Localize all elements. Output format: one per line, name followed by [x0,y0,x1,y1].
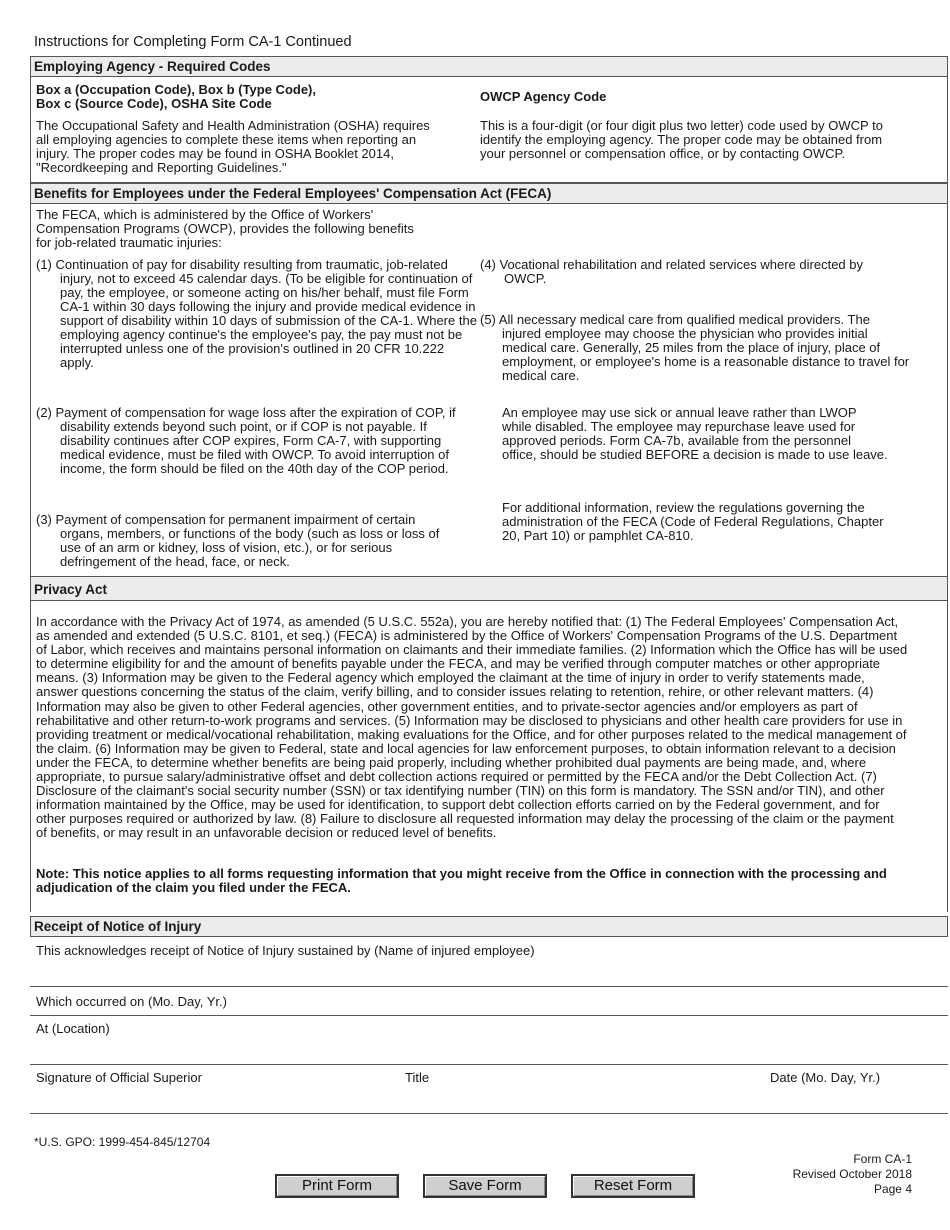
benefit-item-3: (3) Payment of compensation for permanent impairment of certain organs, members, or functions of the body (such as loss or loss of use of an arm or kidney, loss of vision, etc.), or for serious defringement of the head, face, or neck. [36,512,440,569]
page-number: Page 4 [873,1182,912,1196]
reset-form-button[interactable]: Reset Form [571,1174,695,1198]
injury-date-label: Which occurred on (Mo. Day, Yr.) [36,994,227,1009]
benefit-item-2: (2) Payment of compensation for wage loss after the expiration of COP, if disability extends beyond such point, or if COP is not payable. If disability continues after COP expires, Form CA-7, with supporting medical evidence, must be filed with OWCP. To avoid interruption of income, the form should be filed on the 40th day of the COP period. [36,405,456,476]
benefit-item-4: (4) Vocational rehabilitation and related services where directed by OWCP. [480,257,863,286]
signature-label: Signature of Official Superior [36,1070,202,1085]
owcp-agency-code-title: OWCP Agency Code [480,89,607,104]
additional-info-paragraph: For additional information, review the regulations governing the administration of the FECA (Code of Federal Regulations, Chapter 20, Part 10) or pamphlet CA-810. [502,500,884,543]
form-revision: Revised October 2018 [792,1167,912,1181]
injured-employee-name-field[interactable] [30,986,948,987]
benefits-section-header: Benefits for Employees under the Federal Employees' Compensation Act (FECA) [30,183,948,204]
codes-left-title [36,83,316,111]
benefits-section-box [30,204,948,576]
injury-date-field[interactable] [30,1015,948,1016]
injured-employee-name-label: This acknowledges receipt of Notice of Injury sustained by (Name of injured employee) [36,943,535,958]
form-info [793,1152,912,1197]
privacy-act-text: In accordance with the Privacy Act of 1974, as amended (5 U.S.C. 552a), you are hereby notified that: (1) The Federal Employees' Compensation Act, as amended and extended (5 U.S.C. 8101, et seq.) (FECA) is administered by the Office of Workers' Compensation Programs of the U.S. Department of Labor, which receives and maintains personal information on claimants and their immediate families. (2) Information which the Office has will be used to determine eligibility for and the amount of benefits payable under the FECA, and may be verified through computer matches or other appropriate means. (3) Information may be given to the Federal agency which employed the claimant at the time of injury in order to verify statements made, answer questions concerning the status of the claim, verify billing, and to consider issues relating to retention, rehire, or other relevant matters. (4) Information may also be given to other Federal agencies, other government entities, and to private-sector agencies and/or employers as part of rehabilitative and other return-to-work programs and services. (5) Information may be disclosed to physicians and other health care providers for use in providing treatment or medical/vocational rehabilitation, making evaluations for the Office, and for other purposes related to the medical management of the claim. (6) Information may be given to Federal, state and local agencies for law enforcement purposes, to obtain information relevant to a decision under the FECA, to determine whether benefits are being paid properly, including whether prohibited dual payments are being made, and, where appropriate, to pursue salary/administrative offset and debt collection actions required or permitted by the FECA and/or the Debt Collection Act. (7) Disclosure of the claimant's social security number (SSN) or tax identifying number (TIN) on this form is mandatory. The SSN and/or TIN), and other information maintained by the Office, may be used for identification, to support debt collection efforts carried on by the Federal government, and for other purposes required or authorized by law. (8) Failure to disclosure all requested information may delay the processing of the claim or the payment of benefits, or may result in an unfavorable decision or reduced level of benefits. [36,614,908,841]
page-title: Instructions for Completing Form CA-1 Continued [34,34,352,50]
gpo-number: *U.S. GPO: 1999-454-845/12704 [34,1135,211,1149]
privacy-section-header: Privacy Act [30,576,948,601]
title-label: Title [405,1070,430,1085]
owcp-agency-code-text: This is a four-digit (or four digit plus two letter) code used by OWCP to identify the employing agency. The proper code may be obtained from your personnel or compensation office, or by contacting OWCP. [480,118,883,161]
location-field[interactable] [30,1064,948,1065]
benefit-item-1: (1) Continuation of pay for disability resulting from traumatic, job-related injury, not to exceed 45 calendar days. (To be eligible for continuation of pay, the employee, or someone acting on his/her behalf, must file Form CA-1 within 30 days following the injury and provide medical evidence in support of disability within 10 days of submission of the CA-1. Where the employing agency continue's the employee's pay, the pay must not be interrupted unless one of the provision's outlined in 20 CFR 10.222 apply. [36,257,477,370]
receipt-section-header: Receipt of Notice of Injury [30,916,948,937]
form-id: Form CA-1 [853,1152,912,1166]
save-form-button[interactable]: Save Form [423,1174,547,1198]
location-label: At (Location) [36,1021,110,1036]
benefit-item-5: (5) All necessary medical care from qualified medical providers. The injured employee may choose the physician who provides initial medical care. Generally, 25 miles from the place of injury, place of employment, or employee's home is a reasonable distance to travel for medical care. [480,312,910,383]
print-form-button[interactable]: Print Form [275,1174,399,1198]
codes-left-title-line2: Box c (Source Code), OSHA Site Code [36,96,272,111]
benefits-intro: The FECA, which is administered by the Office of Workers' Compensation Programs (OWCP), provides the following benefits for job-related traumatic injuries: [36,207,414,250]
codes-left-text: The Occupational Safety and Health Administration (OSHA) requires all employing agencies to complete these items when reporting an injury. The proper codes may be found in OSHA Booklet 2014, "Recordkeeping and Reporting Guidelines." [36,118,430,175]
codes-left-title-line1: Box a (Occupation Code), Box b (Type Code), [36,82,316,97]
date-label: Date (Mo. Day, Yr.) [770,1070,881,1085]
signature-title-date-field[interactable] [30,1113,948,1114]
leave-paragraph: An employee may use sick or annual leave rather than LWOP while disabled. The employee may repurchase leave used for approved periods. Form CA-7b, available from the personnel office, should be studied BEFORE a decision is made to use leave. [502,405,888,462]
codes-section-header: Employing Agency - Required Codes [30,56,948,77]
privacy-note: Note: This notice applies to all forms requesting information that you might receive from the Office in connection with the processing and adjudication of the claim you filed under the FECA. [36,866,887,895]
